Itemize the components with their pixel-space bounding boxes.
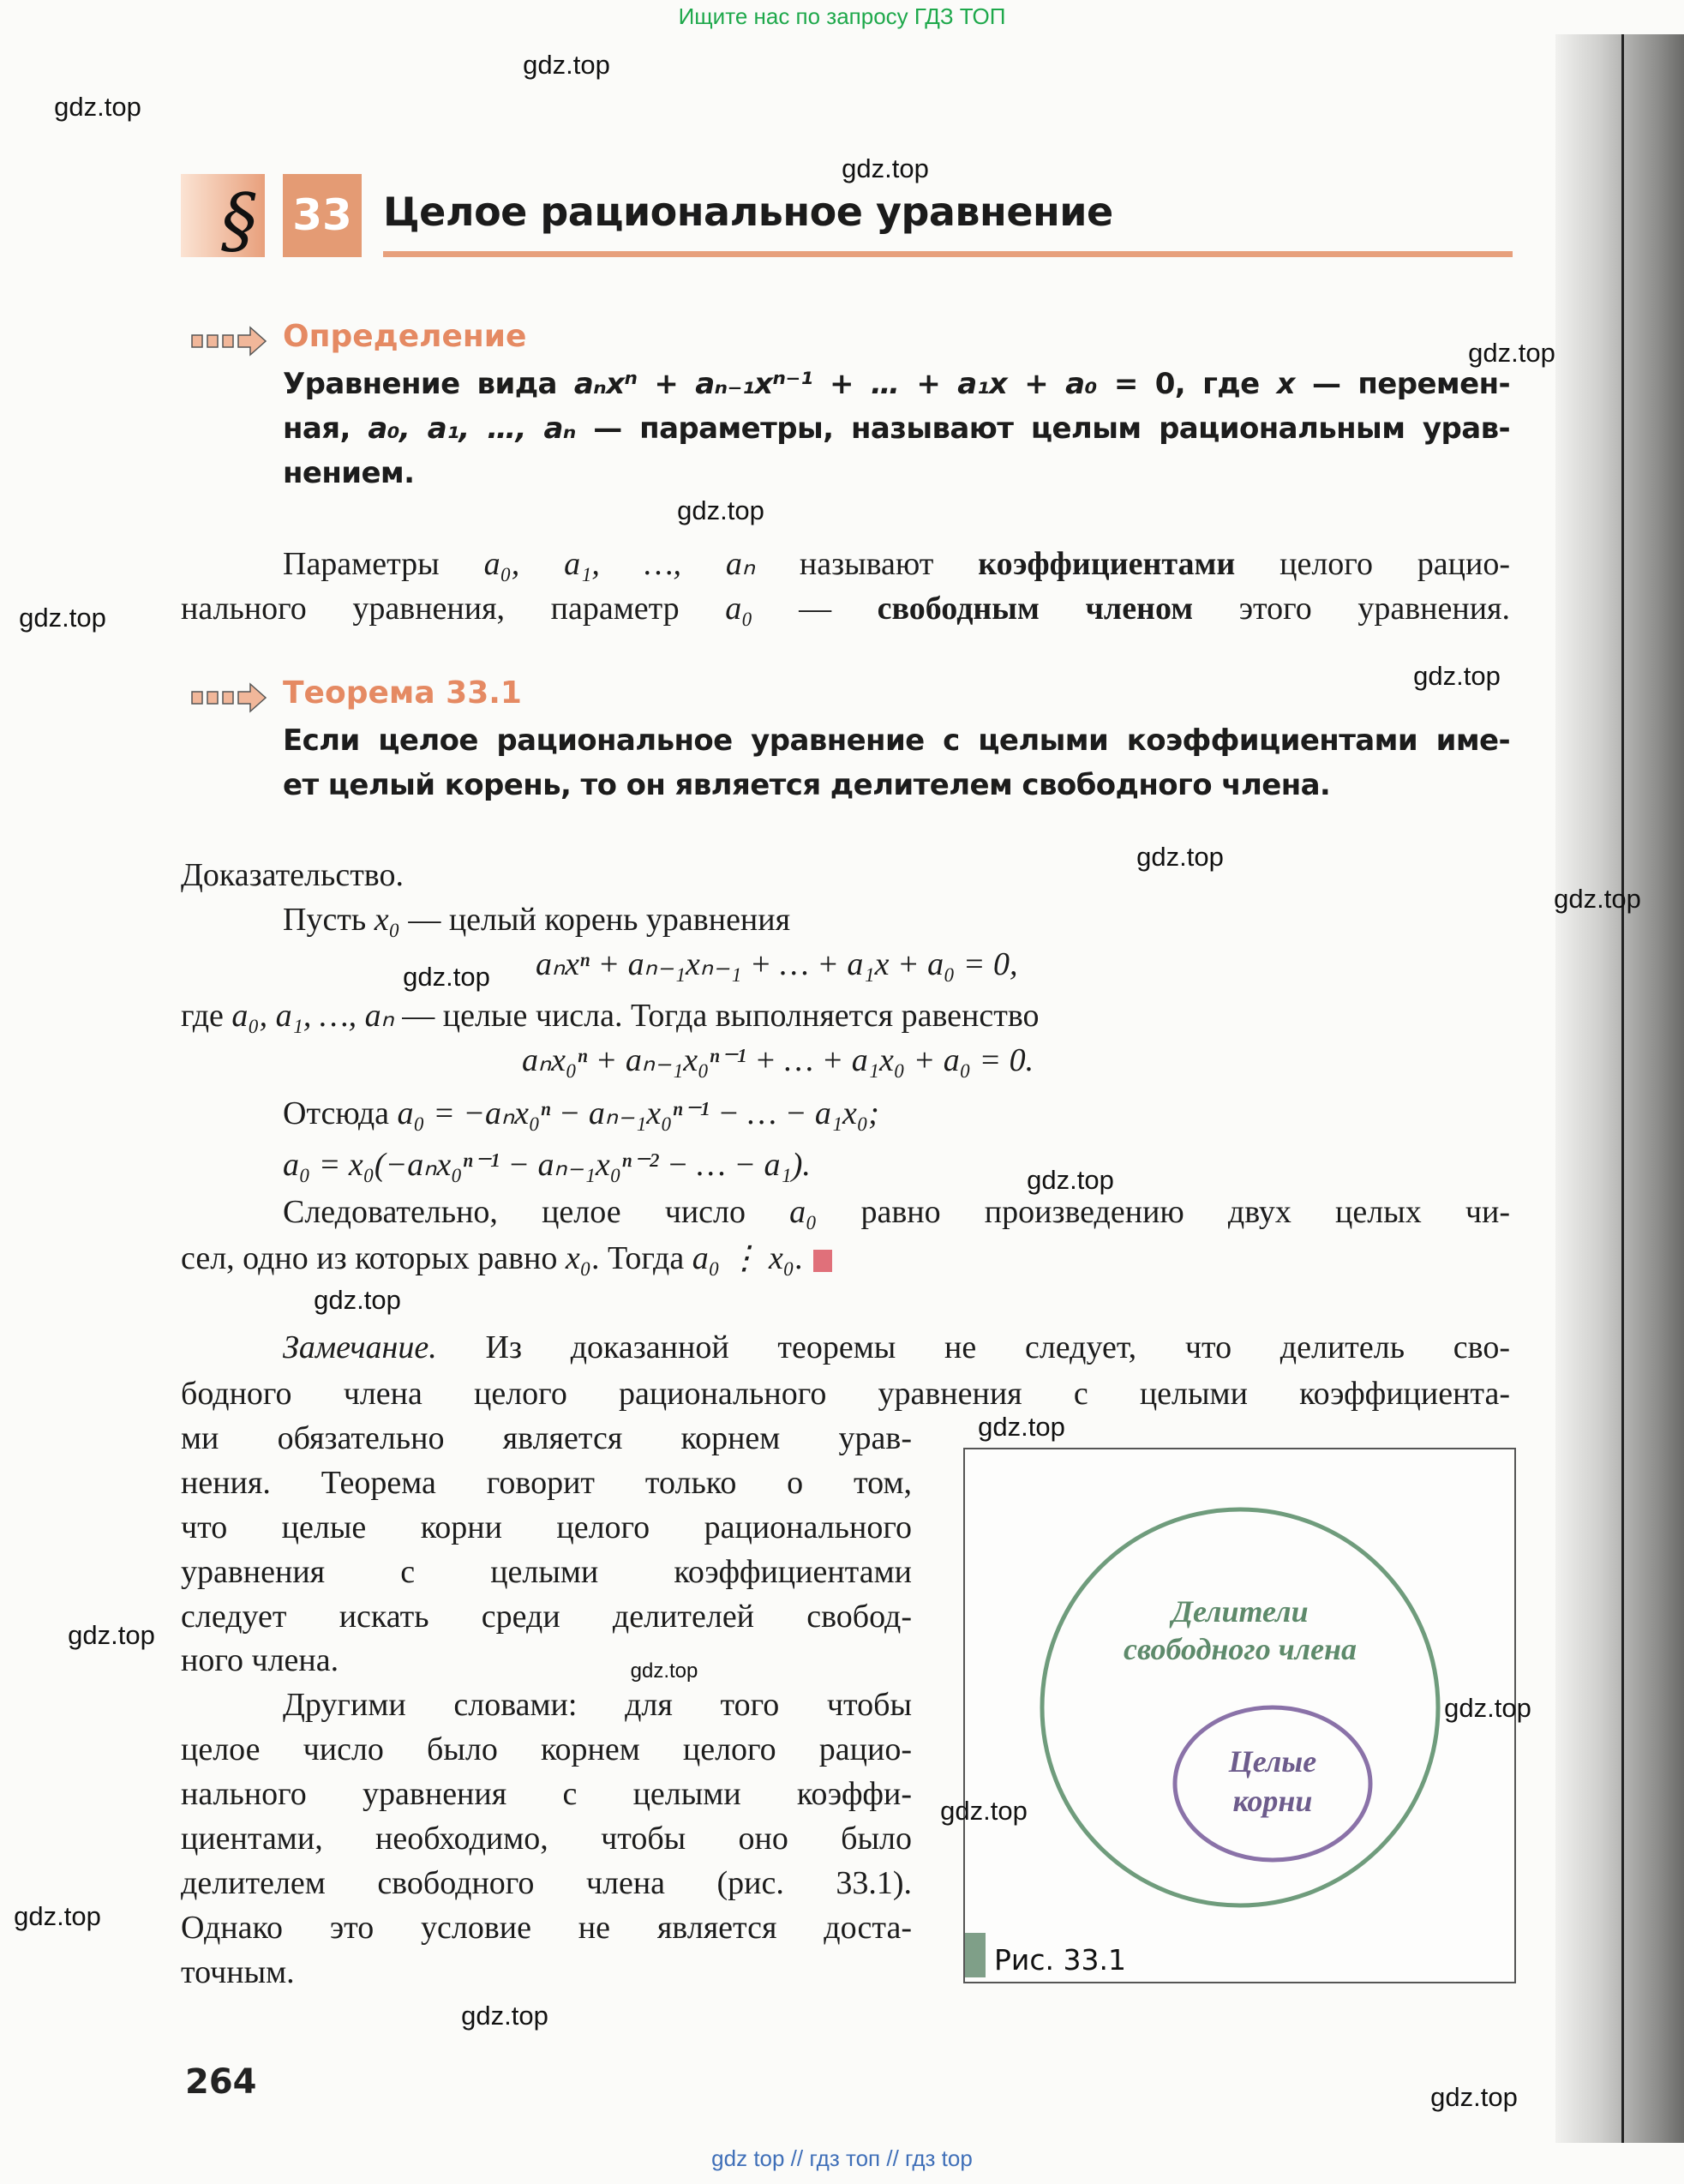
math-text: a₀, a₁, …, aₙ (368, 411, 576, 446)
theorem-arrow-icon (190, 681, 267, 715)
watermark: gdz.top (978, 1412, 1065, 1442)
definition-arrow-icon (190, 324, 267, 358)
proof-formula (522, 1038, 1034, 1083)
outer-label-line1: Делители (1172, 1594, 1309, 1629)
text-segment: Другими словами: для того чтобы (283, 1687, 912, 1723)
remark-line (181, 1371, 1510, 1416)
remark-line (181, 1727, 912, 1772)
text-segment: Пусть (283, 902, 375, 938)
definition-line (283, 451, 414, 495)
text-segment: нения. Теорема говорит только о том, (181, 1465, 912, 1501)
text-segment: что целые корни целого рационального (181, 1509, 912, 1545)
text-segment: — (752, 591, 878, 627)
text-segment: точным. (181, 1954, 295, 1990)
math-text: aₙxⁿ + aₙ₋₁xⁿ⁻¹ + … + a₁x + a₀ (573, 367, 1097, 401)
text-segment: ная, (283, 411, 369, 446)
top-banner[interactable]: Ищите нас по запросу ГДЗ ТОП (678, 3, 1006, 29)
remark-line (283, 1325, 1510, 1370)
text-segment: ет целый корень, то он является делителем свободного члена. (283, 768, 1331, 802)
math-text: aₙx₀ⁿ + aₙ₋₁x₀ⁿ⁻¹ + … + a₁x₀ + a₀ = 0. (522, 1042, 1034, 1078)
math-text: a₀ (789, 1194, 818, 1230)
remark-line (181, 1905, 912, 1950)
text-segment: Следовательно, целое число (283, 1194, 790, 1230)
text-segment: этого уравнения. (1193, 591, 1511, 627)
text-segment: Отсюда (283, 1095, 398, 1131)
text-segment: ного члена. (181, 1642, 339, 1678)
title-underline (383, 251, 1513, 257)
watermark: gdz.top (68, 1620, 155, 1650)
text-segment: . Тогда (590, 1240, 692, 1276)
proof-line (283, 1190, 1510, 1234)
math-text: a₀, a₁, …, aₙ (483, 546, 755, 582)
theorem-label: Теорема 33.1 (283, 675, 522, 711)
proof-formula (536, 942, 1017, 987)
watermark: gdz.top (677, 495, 764, 525)
watermark: gdz.top (1444, 1693, 1531, 1723)
page-number: 264 (185, 2062, 257, 2102)
proof-line (181, 993, 1040, 1038)
math-text: a₀ = x₀(−aₙx₀ⁿ⁻¹ − aₙ₋₁x₀ⁿ⁻² − … − a₁). (283, 1147, 811, 1183)
text-segment: — перемен- (1294, 367, 1510, 401)
text-segment: циентами, необходимо, чтобы оно было (181, 1821, 912, 1857)
text-segment: = 0, где (1096, 367, 1277, 401)
math-text: a₀, a₁, …, aₙ (231, 998, 394, 1034)
remark-line (181, 1861, 912, 1905)
text-segment: уравнения с целыми коэффициентами (181, 1554, 912, 1590)
math-text: Замечание. (283, 1329, 437, 1365)
remark-line (181, 1594, 912, 1639)
venn-diagram (965, 1449, 1514, 1982)
proof-formula (283, 1143, 811, 1187)
watermark: gdz.top (1430, 2082, 1518, 2112)
text-segment: где (181, 998, 232, 1034)
watermark: gdz.top (19, 603, 106, 633)
watermark: gdz.top (403, 962, 490, 992)
text-segment: сел, одно из которых равно (181, 1240, 566, 1276)
remark-line (181, 1772, 912, 1816)
remark-line (283, 1683, 912, 1727)
footer-links[interactable]: gdz top // гдз топ // гдз top (711, 2145, 973, 2171)
page-edge-line (1621, 34, 1624, 2143)
text-segment: целого рацио- (1235, 546, 1511, 582)
text-segment: следует искать среди делителей свобод- (181, 1599, 912, 1635)
end-of-proof-icon (813, 1250, 832, 1272)
figure-caption: Рис. 33.1 (994, 1943, 1126, 1977)
text-segment: делителем свободного члена (рис. 33.1). (181, 1865, 912, 1901)
watermark: gdz.top (630, 1659, 698, 1683)
inner-label-line2: корни (1232, 1784, 1313, 1818)
theorem-line (283, 718, 1510, 763)
text-segment: нением. (283, 456, 415, 490)
text-segment: Из доказанной теоремы не следует, что делитель сво- (436, 1329, 1510, 1365)
watermark: gdz.top (1027, 1165, 1114, 1195)
page-title: Целое рациональное уравнение (383, 189, 1113, 235)
text-segment: — параметры, называют целым рациональным урав- (575, 411, 1510, 446)
figure-33-1 (963, 1448, 1516, 1983)
watermark: gdz.top (461, 2001, 548, 2031)
proof-line (283, 897, 790, 942)
text-segment: называют (755, 546, 979, 582)
remark-line (181, 1638, 339, 1683)
text-segment: — целые числа. Тогда выполняется равенство (393, 998, 1040, 1034)
math-text: x (1276, 367, 1295, 401)
watermark: gdz.top (14, 1901, 101, 1931)
page-edge-shadow (1555, 34, 1684, 2143)
outer-label-line2: свободного члена (1123, 1632, 1357, 1666)
proof-line (181, 1236, 832, 1281)
section-symbol: § (221, 178, 257, 262)
watermark: gdz.top (1554, 884, 1641, 914)
remark-line (181, 1416, 912, 1461)
text-segment: равно произведению двух целых чи- (817, 1194, 1510, 1230)
text-segment: Параметры (283, 546, 484, 582)
proof-line (283, 1091, 879, 1136)
bold-term: свободным членом (877, 591, 1194, 627)
math-text: a₀ = −aₙx₀ⁿ − aₙ₋₁x₀ⁿ⁻¹ − … − a₁x₀; (397, 1095, 879, 1131)
bold-term: коэффициентами (978, 546, 1236, 582)
watermark: gdz.top (314, 1285, 401, 1315)
remark-line (181, 1461, 912, 1505)
watermark: gdz.top (523, 50, 610, 80)
math-text: x₀ (374, 902, 400, 938)
remark-line (181, 1950, 295, 1995)
definition-label: Определение (283, 319, 527, 354)
math-text: a₀ ⋮ x₀ (692, 1240, 795, 1276)
definition-line (283, 406, 1510, 451)
watermark: gdz.top (1413, 661, 1501, 691)
theorem-line (283, 763, 1330, 807)
text-segment: нального уравнения с целыми коэффи- (181, 1776, 912, 1812)
text-segment: Если целое рациональное уравнение с целыми коэффициентами име- (283, 723, 1510, 758)
math-text: a₀ (725, 591, 753, 627)
watermark: gdz.top (1136, 842, 1224, 872)
text-segment: нального уравнения, параметр (181, 591, 726, 627)
watermark: gdz.top (54, 92, 141, 122)
math-text: aₙxⁿ + aₙ₋₁xₙ₋₁ + … + a₁x + a₀ = 0, (536, 946, 1018, 982)
text-segment: бодного члена целого рационального уравнения с целыми коэффициента- (181, 1376, 1510, 1412)
text-segment: Уравнение вида (283, 367, 574, 401)
text-segment: Однако это условие не является доста- (181, 1910, 912, 1946)
paragraph-line (283, 542, 1510, 586)
watermark: gdz.top (940, 1796, 1028, 1826)
math-text: x₀ (565, 1240, 591, 1276)
paragraph-line (181, 586, 1510, 631)
remark-line (181, 1550, 912, 1594)
text-segment: ми обязательно является корнем урав- (181, 1420, 912, 1456)
text-segment: . (794, 1240, 803, 1276)
proof-heading: Доказательство. (181, 857, 404, 893)
definition-line (283, 362, 1510, 406)
watermark: gdz.top (842, 153, 929, 183)
inner-label-line1: Целые (1228, 1744, 1317, 1779)
text-segment: целое число было корнем целого рацио- (181, 1731, 912, 1767)
caption-marker (965, 1933, 986, 1977)
remark-line (181, 1505, 912, 1550)
divisors-circle (1042, 1509, 1438, 1905)
text-segment: — целый корень уравнения (399, 902, 791, 938)
section-number: 33 (283, 174, 362, 257)
remark-line (181, 1816, 912, 1861)
watermark: gdz.top (1468, 338, 1555, 368)
